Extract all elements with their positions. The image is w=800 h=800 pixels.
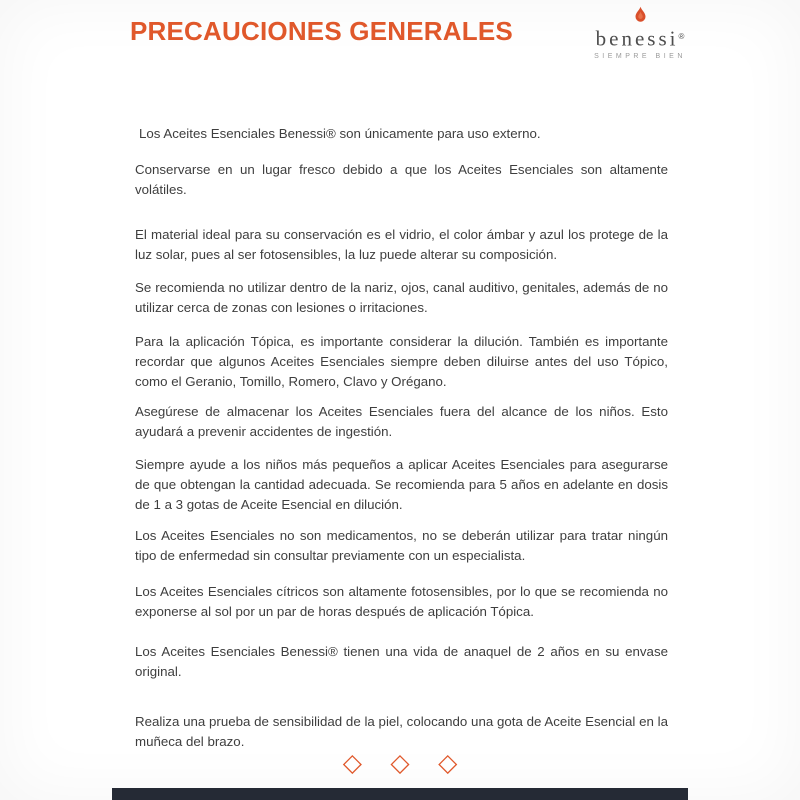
bottom-bar bbox=[112, 788, 688, 800]
paragraph-storage-cool: Conservarse en un lugar fresco debido a que los Aceites Esenciales son altamente volátiles. bbox=[135, 162, 668, 197]
brand-logo bbox=[578, 6, 702, 60]
paragraph-skin-test: Realiza una prueba de sensibilidad de la piel, colocando una gota de Aceite Esencial en la muñeca del brazo. bbox=[135, 714, 668, 749]
paragraph-external-use: Los Aceites Esenciales Benessi® son únicamente para uso externo. bbox=[139, 126, 541, 141]
paragraph-children-dosage: Siempre ayude a los niños más pequeños a aplicar Aceites Esenciales para asegurarse de que obtengan la cantidad adecuada. Se recomienda para 5 años en adelante en dosis de 1 a 3 gotas de Aceite Esencial en dilución. bbox=[135, 457, 668, 512]
paragraph-avoid-areas: Se recomienda no utilizar dentro de la nariz, ojos, canal auditivo, genitales, además de no utilizar cerca de zonas con lesiones o irritaciones. bbox=[135, 280, 668, 315]
brand-tagline: SIEMPRE BIEN bbox=[594, 53, 686, 61]
paragraph-dilution: Para la aplicación Tópica, es importante considerar la dilución. También es importante recordar que algunos Aceites Esenciales siempre deben diluirse antes del uso Tópico, como el Geranio, Tomillo, Romero, Clavo y Orégano. bbox=[135, 334, 668, 389]
paragraph-not-medicine: Los Aceites Esenciales no son medicamentos, no se deberán utilizar para tratar ningún tipo de enfermedad sin consultar previamente con un especialista. bbox=[135, 528, 668, 563]
diamond-icon: ◇ bbox=[438, 748, 458, 777]
paragraph-glass-container: El material ideal para su conservación es el vidrio, el color ámbar y azul los protege de la luz solar, pues al ser fotosensibles, la luz puede alterar su composición. bbox=[135, 227, 668, 262]
brand-trademark: ® bbox=[678, 32, 685, 41]
paragraph-keep-from-children: Asegúrese de almacenar los Aceites Esenciales fuera del alcance de los niños. Esto ayudará a prevenir accidentes de ingestión. bbox=[135, 404, 668, 439]
paragraph-shelf-life: Los Aceites Esenciales Benessi® tienen una vida de anaquel de 2 años en su envase original. bbox=[135, 644, 668, 679]
paragraph-citrus-photosensitive: Los Aceites Esenciales cítricos son altamente fotosensibles, por lo que se recomienda no exponerse al sol por un par de horas después de aplicación Tópica. bbox=[135, 584, 668, 619]
flame-icon bbox=[633, 6, 648, 25]
brand-name: benessi bbox=[595, 26, 679, 51]
diamond-icon: ◇ bbox=[342, 748, 362, 777]
diamond-icon: ◇ bbox=[390, 748, 410, 777]
page-title: PRECAUCIONES GENERALES bbox=[130, 16, 513, 46]
precautions-list bbox=[135, 124, 668, 752]
diamond-divider bbox=[0, 750, 800, 776]
